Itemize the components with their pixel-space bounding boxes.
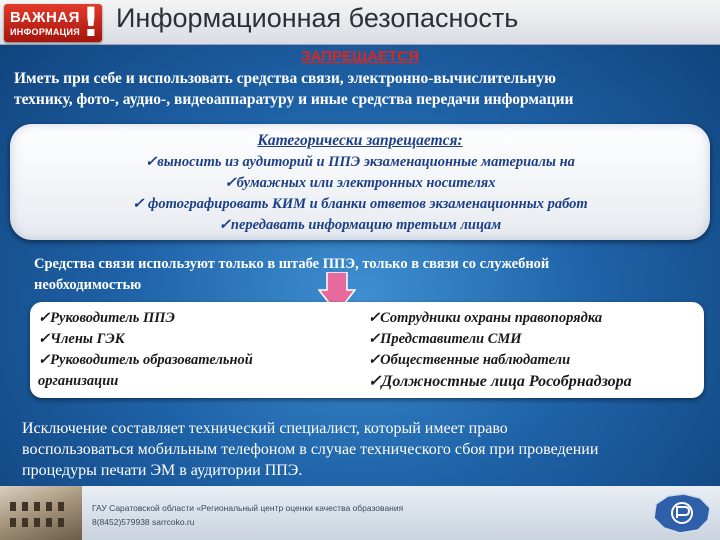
exception-text (22, 418, 698, 481)
list-item: ✓Сотрудники охраны правопорядка (368, 310, 603, 326)
list-item: ✓Руководитель ППЭ (38, 310, 175, 326)
organization-contacts: 8(8452)579938 sarrcoko.ru (92, 517, 195, 527)
allowed-persons-box (30, 302, 704, 398)
region-map-logo-icon (650, 490, 714, 536)
important-info-badge (4, 4, 102, 42)
forbidden-label: ЗАПРЕЩАЕТСЯ (301, 48, 419, 65)
communication-line-2: необходимостью (34, 277, 142, 293)
list-item: организации (38, 373, 119, 389)
forbidden-item: ✓ фотографировать КИМ и бланки ответов экзаменационных работ (132, 196, 588, 212)
exception-line-1: Исключение составляет технический специалист, который имеет право (22, 420, 508, 437)
forbidden-item: ✓передавать информацию третьим лицам (218, 217, 502, 233)
badge-line-1: ВАЖНАЯ (10, 9, 80, 26)
list-item: ✓Общественные наблюдатели (368, 352, 571, 368)
categorically-forbidden-box (10, 124, 710, 240)
page-title: Информационная безопасность (116, 3, 519, 33)
header-bar (0, 0, 720, 45)
list-item: ✓Члены ГЭК (38, 331, 125, 347)
forbidden-item: ✓выносить из аудиторий и ППЭ экзаменационные материалы на (145, 154, 575, 170)
intro-text (14, 68, 714, 110)
allowed-persons-left-column (38, 308, 338, 392)
forbidden-item: ✓бумажных или электронных носителях (224, 175, 496, 191)
exception-line-2: воспользоваться мобильным телефоном в случае технического сбоя при проведении (22, 441, 599, 458)
list-item: ✓Должностные лица Рособрнадзора (368, 373, 632, 390)
categorically-heading: Категорически запрещается: (257, 132, 463, 149)
list-item: ✓Руководитель образовательной (38, 352, 253, 368)
building-photo (0, 486, 82, 540)
organization-name: ГАУ Саратовской области «Региональный центр оценки качества образования (92, 503, 404, 513)
list-item: ✓Представители СМИ (368, 331, 522, 347)
badge-line-2: ИНФОРМАЦИЯ (10, 27, 81, 37)
footer-bar (0, 486, 720, 540)
intro-line-2: технику, фото-, аудио-, видеоаппаратуру и иные средства передачи информации (14, 91, 574, 108)
exclamation-icon: ! (81, 4, 100, 42)
exception-line-3: процедуры печати ЭМ в аудитории ППЭ. (22, 462, 303, 479)
communication-line-1: Средства связи используют только в штабе ППЭ, только в связи со служебной (34, 256, 550, 272)
allowed-persons-right-column (368, 308, 698, 392)
communication-rule-text (34, 254, 714, 296)
intro-line-1: Иметь при себе и использовать средства связи, электронно-вычислительную (14, 70, 556, 87)
